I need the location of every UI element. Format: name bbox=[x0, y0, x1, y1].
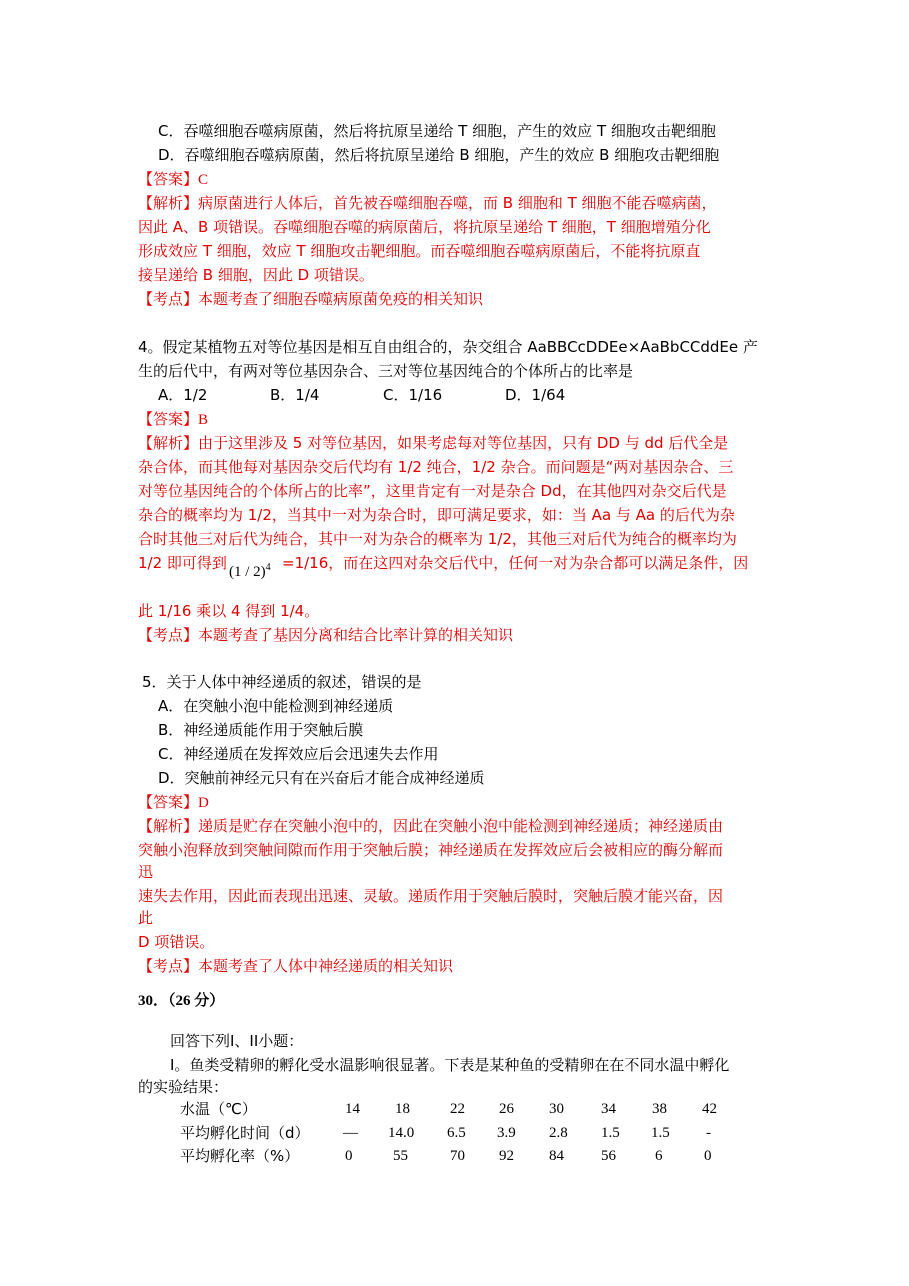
q5-option-a: A．在突触小泡中能检测到神经递质 bbox=[158, 697, 394, 715]
q4-answer bbox=[138, 409, 208, 430]
q4-analysis-line-pre: 1/2 即可得到 bbox=[138, 554, 227, 572]
table-cell: 2.8 bbox=[549, 1125, 568, 1141]
answer-value: B bbox=[198, 412, 209, 428]
q5-analysis-line: 突触小泡释放到突触间隙而作用于突触后膜；神经递质在发挥效应后会被相应的酶分解而 bbox=[138, 841, 724, 859]
table-cell: 18 bbox=[395, 1101, 410, 1117]
q3-analysis-line: 接呈递给 B 细胞，因此 D 项错误。 bbox=[138, 266, 374, 284]
q5-analysis-line: 此 bbox=[138, 909, 154, 927]
table-cell: 55 bbox=[393, 1148, 408, 1164]
table-cell: 6 bbox=[655, 1148, 663, 1164]
q3-answer bbox=[138, 169, 208, 190]
table-row-label: 水温（℃） bbox=[180, 1100, 257, 1118]
q3-analysis-line: 形成效应 T 细胞，效应 T 细胞攻击靶细胞。而吞噬细胞吞噬病原菌后，不能将抗原直 bbox=[138, 242, 701, 260]
q30-part1-line: I。鱼类受精卵的孵化受水温影响很显著。下表是某种鱼的受精卵在在不同水温中孵化 bbox=[170, 1056, 730, 1074]
table-cell: 84 bbox=[549, 1148, 564, 1164]
q4-stem-line: 生的后代中，有两对等位基因杂合、三对等位基因纯合的个体所占的比率是 bbox=[138, 362, 634, 380]
q5-option-c: C．神经递质在发挥效应后会迅速失去作用 bbox=[158, 745, 439, 763]
q4-analysis-line-post: =1/16，而在这四对杂交后代中，任何一对为杂合都可以满足条件，因 bbox=[282, 554, 749, 572]
table-cell: — bbox=[343, 1125, 358, 1141]
table-cell: 14 bbox=[345, 1101, 360, 1117]
q4-formula bbox=[229, 562, 271, 581]
q5-answer bbox=[138, 792, 209, 813]
answer-value: D bbox=[198, 795, 209, 811]
q30-part1-line: 的实验结果： bbox=[138, 1078, 229, 1096]
table-cell: 42 bbox=[702, 1101, 717, 1117]
q4-option-d: D．1/64 bbox=[505, 386, 566, 404]
table-cell: 70 bbox=[450, 1148, 465, 1164]
q4-analysis-line: 【解析】由于这里涉及 5 对等位基因，如果考虑每对等位基因，只有 DD 与 dd 后代全是 bbox=[138, 434, 729, 452]
table-cell: 34 bbox=[601, 1101, 616, 1117]
q5-analysis-line: 速失去作用，因此而表现出迅速、灵敏。递质作用于突触后膜时，突触后膜才能兴奋，因 bbox=[138, 887, 724, 905]
q4-analysis-line: 合时其他三对后代为纯合，其中一对为杂合的概率为 1/2，其他三对后代为纯合的概率均为 bbox=[138, 530, 737, 548]
q4-analysis-line: 此 1/16 乘以 4 得到 1/4。 bbox=[138, 602, 320, 620]
q30-heading: 30．（26 分） bbox=[138, 993, 225, 1009]
q4-option-b: B．1/4 bbox=[270, 386, 320, 404]
table-cell: 92 bbox=[499, 1148, 514, 1164]
q3-analysis-line: 因此 A、B 项错误。吞噬细胞吞噬的病原菌后，将抗原呈递给 T 细胞，T 细胞增殖分化 bbox=[138, 218, 711, 236]
q5-option-b: B．神经递质能作用于突触后膜 bbox=[158, 721, 364, 739]
table-cell: 56 bbox=[601, 1148, 616, 1164]
q4-option-a: A．1/2 bbox=[158, 386, 208, 404]
table-row-label: 平均孵化率（%） bbox=[180, 1147, 300, 1165]
table-cell: 6.5 bbox=[447, 1125, 466, 1141]
q5-option-d: D．突触前神经元只有在兴奋后才能合成神经递质 bbox=[158, 769, 485, 787]
table-cell: 30 bbox=[549, 1101, 564, 1117]
q3-analysis-line: 【解析】病原菌进行人体后，首先被吞噬细胞吞噬，而 B 细胞和 T 细胞不能吞噬病菌， bbox=[138, 194, 717, 212]
table-cell: 3.9 bbox=[497, 1125, 516, 1141]
table-cell: 38 bbox=[652, 1101, 667, 1117]
answer-label: 【答案】 bbox=[138, 793, 199, 811]
q5-analysis-line: 【解析】递质是贮存在突触小泡中的，因此在突触小泡中能检测到神经递质；神经递质由 bbox=[138, 817, 724, 835]
q4-analysis-line: 杂合体，而其他每对基因杂交后代均有 1/2 纯合，1/2 杂合。而问题是“两对基因杂合、三 bbox=[138, 458, 734, 476]
table-cell: 1.5 bbox=[651, 1125, 670, 1141]
q3-point: 【考点】本题考查了细胞吞噬病原菌免疫的相关知识 bbox=[138, 290, 484, 308]
q4-point: 【考点】本题考查了基因分离和结合比率计算的相关知识 bbox=[138, 626, 514, 644]
q5-analysis-line: D 项错误。 bbox=[138, 933, 215, 951]
q4-stem-line: 4。假定某植物五对等位基因是相互自由组合的，杂交组合 AaBBCcDDEe×AaBbCCddEe 产 bbox=[138, 338, 758, 356]
table-cell: 1.5 bbox=[601, 1125, 620, 1141]
answer-value: C bbox=[198, 172, 209, 188]
formula-exponent: 4 bbox=[265, 562, 271, 573]
table-cell: 26 bbox=[499, 1101, 514, 1117]
q4-analysis-line: 对等位基因纯合的个体所占的比率”，这里肯定有一对是杂合 Dd，在其他四对杂交后代是 bbox=[138, 482, 727, 500]
formula-base: (1 / 2) bbox=[229, 564, 266, 580]
q5-stem: 5．关于人体中神经递质的叙述，错误的是 bbox=[142, 673, 422, 691]
q30-intro: 回答下列I、II小题： bbox=[170, 1032, 304, 1050]
table-row-label: 平均孵化时间（d） bbox=[180, 1124, 310, 1142]
answer-label: 【答案】 bbox=[138, 170, 199, 188]
answer-label: 【答案】 bbox=[138, 410, 199, 428]
table-cell: - bbox=[706, 1125, 711, 1141]
q5-point: 【考点】本题考查了人体中神经递质的相关知识 bbox=[138, 957, 454, 975]
table-cell: 22 bbox=[450, 1101, 465, 1117]
q3-option-c: C．吞噬细胞吞噬病原菌，然后将抗原呈递给 T 细胞，产生的效应 T 细胞攻击靶细胞 bbox=[158, 122, 716, 140]
table-cell: 14.0 bbox=[388, 1125, 415, 1141]
table-cell: 0 bbox=[345, 1148, 353, 1164]
q3-option-d: D．吞噬细胞吞噬病原菌，然后将抗原呈递给 B 细胞，产生的效应 B 细胞攻击靶细胞 bbox=[158, 146, 720, 164]
q4-analysis-line: 杂合的概率均为 1/2，当其中一对为杂合时，即可满足要求，如：当 Aa 与 Aa 的后代为杂 bbox=[138, 506, 735, 524]
q4-option-c: C．1/16 bbox=[383, 386, 443, 404]
table-cell: 0 bbox=[704, 1148, 712, 1164]
q5-analysis-line: 迅 bbox=[138, 863, 154, 881]
